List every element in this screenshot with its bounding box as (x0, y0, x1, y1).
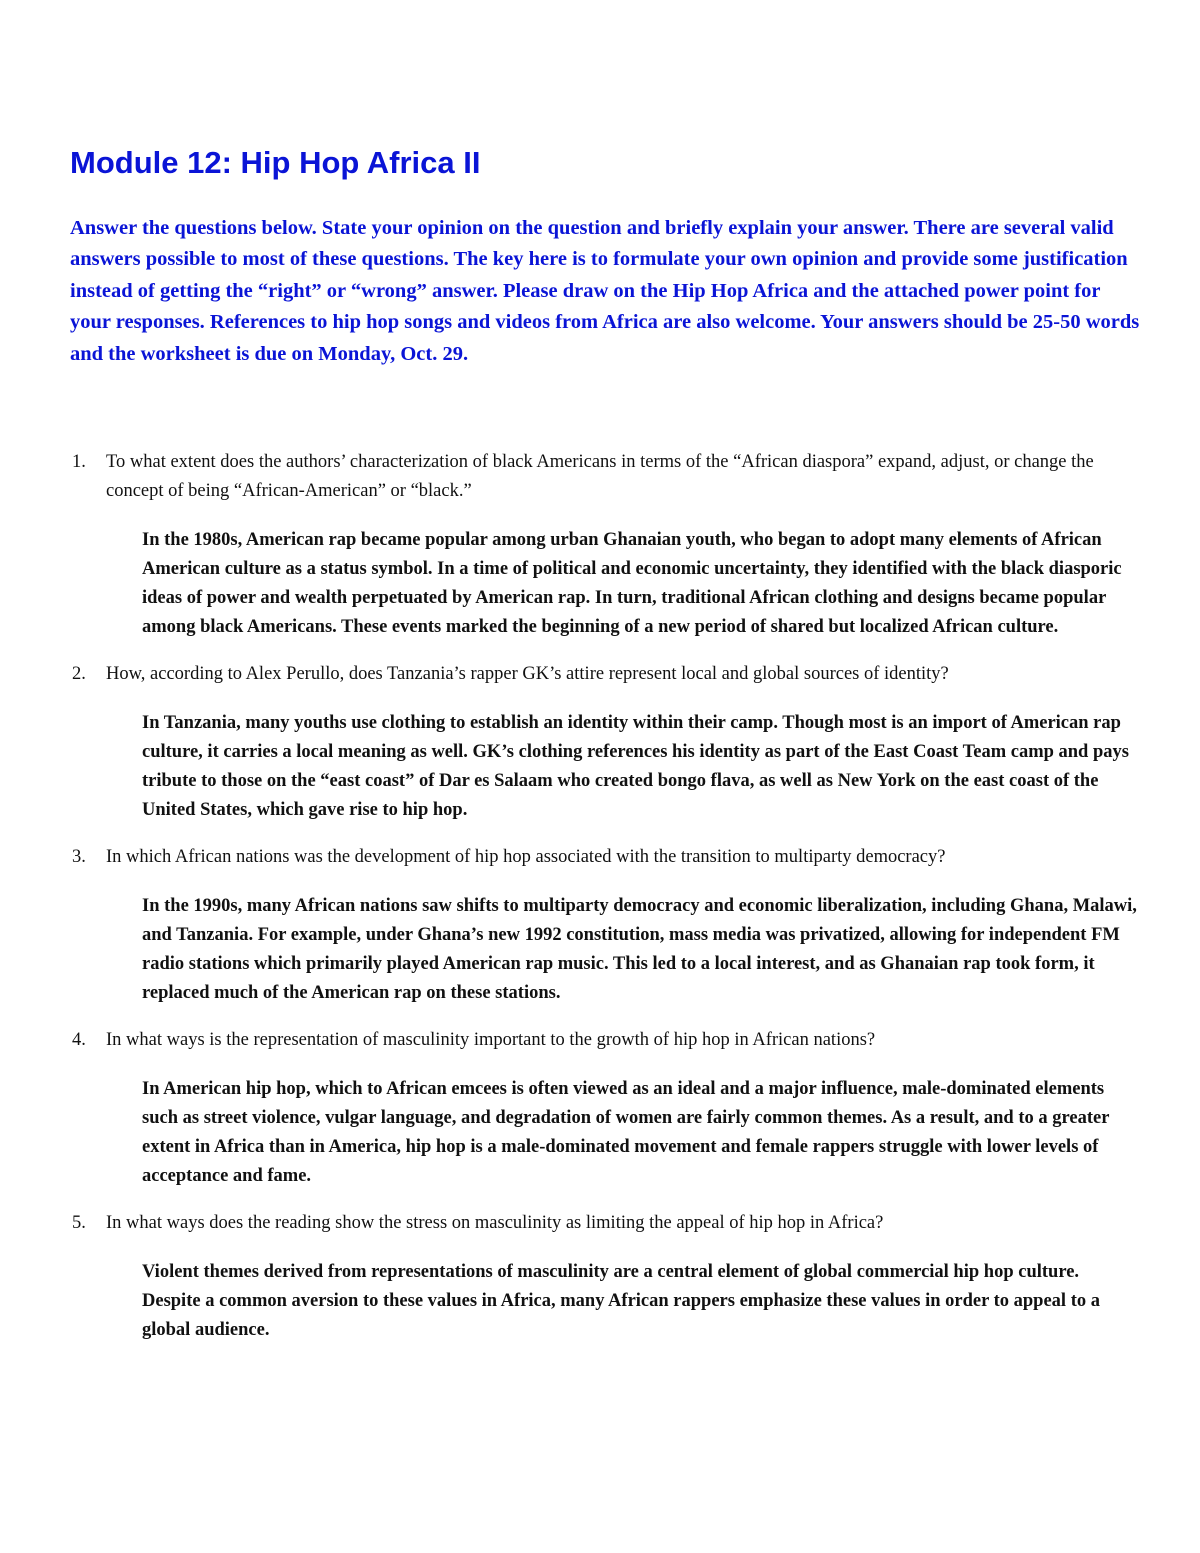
question-item-1 (72, 448, 1142, 642)
question-text: In what ways does the reading show the stress on masculinity as limiting the appeal of hip hop in Africa? (106, 1213, 884, 1233)
question-number: 2. (72, 664, 86, 684)
answer-text: Violent themes derived from representations of masculinity are a central element of global commercial hip hop culture. Despite a common aversion to these values in Africa, many African rappers emphasize these values in order to appeal to a global audience. (142, 1262, 1100, 1340)
question-text: How, according to Alex Perullo, does Tanzania’s rapper GK’s attire represent local and global sources of identity? (106, 664, 949, 684)
question-number: 1. (72, 452, 86, 472)
answer-text: In American hip hop, which to African emcees is often viewed as an ideal and a major influence, male-dominated elements such as street violence, vulgar language, and degradation of women are fairly common themes. As a result, and to a greater extent in Africa than in America, hip hop is a male-dominated movement and female rappers struggle with lower levels of acceptance and fame. (142, 1079, 1110, 1186)
question-text: In which African nations was the development of hip hop associated with the transition to multiparty democracy? (106, 847, 946, 867)
answer-text: In Tanzania, many youths use clothing to establish an identity within their camp. Though most is an import of American rap culture, it carries a local meaning as well. GK’s clothing references his identity as part of the East Coast Team camp and pays tribute to those on the “east coast” of Dar es Salaam who created bongo flava, as well as New York on the east coast of the United States, which gave rise to hip hop. (142, 713, 1129, 820)
question-text: To what extent does the authors’ characterization of black Americans in terms of the “African diaspora” expand, adjust, or change the concept of being “African-American” or “black.” (106, 452, 1094, 501)
question-list (72, 448, 1142, 1345)
question-number: 5. (72, 1213, 86, 1233)
instructions-paragraph: Answer the questions below. State your opinion on the question and briefly explain your answer. There are several valid answers possible to most of these questions. The key here is to formulate your own opinion and provide some justification instead of getting the “right” or “wrong” answer. Please draw on the Hip Hop Africa and the attached power point for your responses. References to hip hop songs and videos from Africa are also welcome. Your answers should be 25-50 words and the worksheet is due on Monday, Oct. 29. (70, 217, 1140, 365)
answer-text: In the 1980s, American rap became popular among urban Ghanaian youth, who began to adopt many elements of African American culture as a status symbol. In a time of political and economic uncertainty, they identified with the black diasporic ideas of power and wealth perpetuated by American rap. In turn, traditional African clothing and designs became popular among black Americans. These events marked the beginning of a new period of shared but localized African culture. (142, 530, 1122, 637)
page-title: Module 12: Hip Hop Africa II (70, 145, 481, 180)
question-item-4 (72, 1026, 1142, 1191)
question-item-2 (72, 660, 1142, 825)
answer-text: In the 1990s, many African nations saw shifts to multiparty democracy and economic liberalization, including Ghana, Malawi, and Tanzania. For example, under Ghana’s new 1992 constitution, mass media was privatized, allowing for independent FM radio stations which primarily played American rap music. This led to a local interest, and as Ghanaian rap took form, it replaced much of the American rap on these stations. (142, 896, 1137, 1003)
question-text: In what ways is the representation of masculinity important to the growth of hip hop in African nations? (106, 1030, 876, 1050)
question-item-5 (72, 1209, 1142, 1345)
question-item-3 (72, 843, 1142, 1008)
question-number: 4. (72, 1030, 86, 1050)
question-number: 3. (72, 847, 86, 867)
